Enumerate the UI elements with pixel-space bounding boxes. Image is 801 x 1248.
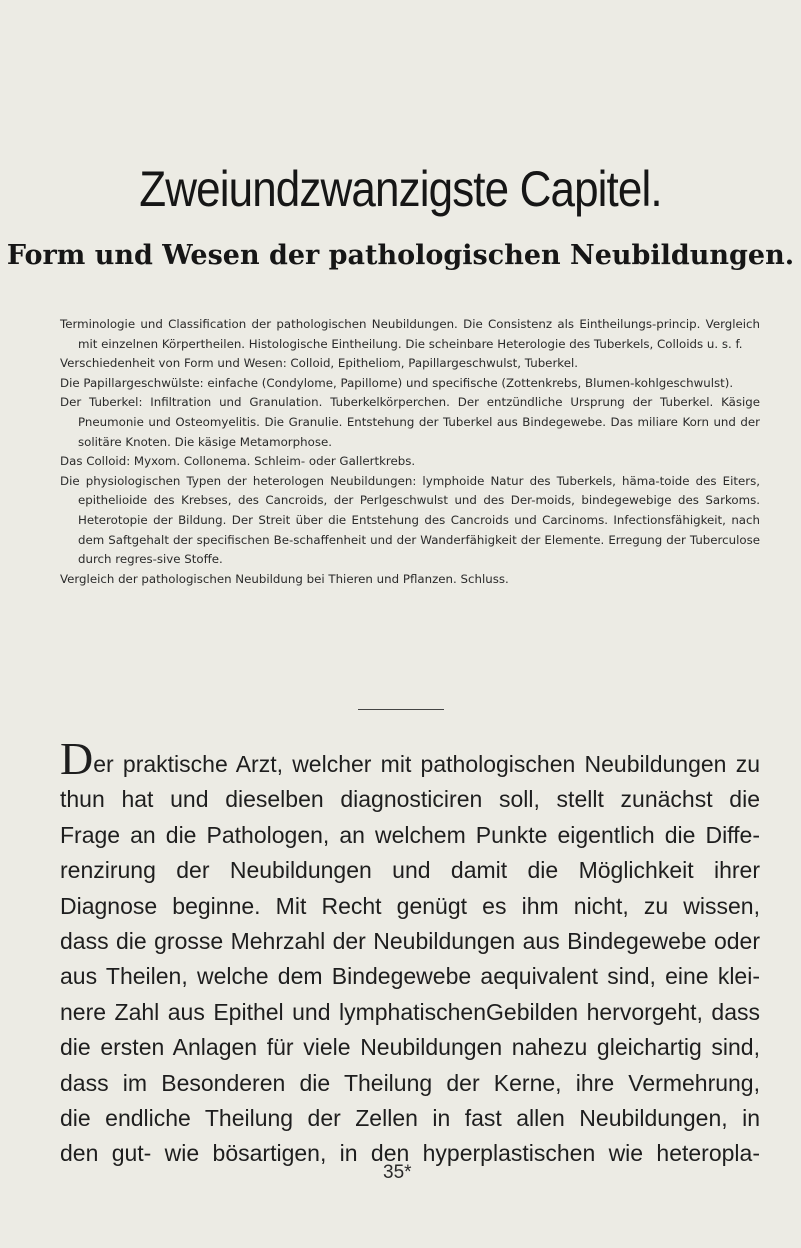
body-line: nere Zahl aus Epithel und lymphatischenGebilden hervorgeht, dass xyxy=(60,998,760,1025)
body-line: dass die grosse Mehrzahl der Neubildungen aus Bindegewebe oder xyxy=(60,928,760,955)
body-line: thun hat und dieselben diagnosticiren soll, stellt zunächst die xyxy=(60,786,760,813)
drop-cap: D xyxy=(60,744,94,783)
summary-paragraph: Der Tuberkel: Infiltration und Granulation. Tuberkelkörperchen. Der entzündliche Ursprung der Tuberkel. Käsige Pneumonie und Osteomyelitis. Die Granulie. Entstehung der Tuberkel aus Bindegewebe. Das miliare Korn und der solitäre Knoten. Die käsige Metamorphose. xyxy=(60,395,760,449)
body-line: Frage an die Pathologen, an welchem Punkte eigentlich die Diffe- xyxy=(60,821,760,848)
body-line: Diagnose beginne. Mit Recht genügt es ihm nicht, zu wissen, xyxy=(60,892,760,919)
body-line: renzirung der Neubildungen und damit die Möglichkeit ihrer xyxy=(60,857,760,884)
summary-paragraph: Terminologie und Classification der pathologischen Neubildungen. Die Consistenz als Eintheilungs-princip. Vergleich mit einzelnen Körpertheilen. Histologische Eintheilung. Die scheinbare Heterologie des Tuberkels, Colloids u. s. f. xyxy=(60,317,760,351)
body-line: die endliche Theilung der Zellen in fast allen Neubildungen, in xyxy=(60,1105,760,1132)
section-divider xyxy=(358,709,444,710)
chapter-summary xyxy=(60,315,760,589)
body-line xyxy=(60,744,760,782)
summary-paragraph: Vergleich der pathologischen Neubildung bei Thieren und Pflanzen. Schluss. xyxy=(60,571,509,586)
body-line: den gut- wie bösartigen, in den hyperplastischen wie heteropla- xyxy=(60,1140,760,1167)
body-paragraph xyxy=(60,744,760,1172)
body-line: dass im Besonderen die Theilung der Kerne, ihre Vermehrung, xyxy=(60,1069,760,1096)
body-line: aus Theilen, welche dem Bindegewebe aequivalent sind, eine klei- xyxy=(60,963,760,990)
summary-paragraph: Die physiologischen Typen der heterologen Neubildungen: lymphoide Natur des Tuberkels, häma-toide des Eiters, epithelioide des Krebses, des Cancroids, der Perlgeschwulst und des Der-moids, bindegewebige des Sarkoms. Heterotopie der Bildung. Der Streit über die Entstehung des Cancroids und Carcinoms. Infectionsfähigkeit, nach dem Saftgehalt der specifischen Be-schaffenheit und der Wanderfähigkeit der Elemente. Erregung der Tuberculose durch regres-sive Stoffe. xyxy=(60,473,760,567)
body-line: die ersten Anlagen für viele Neubildungen nahezu gleichartig sind, xyxy=(60,1034,760,1061)
summary-paragraph: Verschiedenheit von Form und Wesen: Colloid, Epitheliom, Papillargeschwulst, Tuberkel. xyxy=(60,356,578,371)
summary-paragraph: Die Papillargeschwülste: einfache (Condylome, Papillome) und specifische (Zottenkrebs, Blumen-kohlgeschwulst). xyxy=(60,375,734,390)
summary-paragraph: Das Colloid: Myxom. Collonema. Schleim- oder Gallertkrebs. xyxy=(60,454,416,469)
chapter-title: Zweiundzwanzigste Capitel. xyxy=(139,161,662,217)
chapter-subtitle: Form und Wesen der pathologischen Neubildungen. xyxy=(6,240,795,271)
page-number: 35* xyxy=(383,1162,412,1183)
body-line-text: er praktische Arzt, welcher mit pathologischen Neubildungen zu xyxy=(93,751,760,777)
